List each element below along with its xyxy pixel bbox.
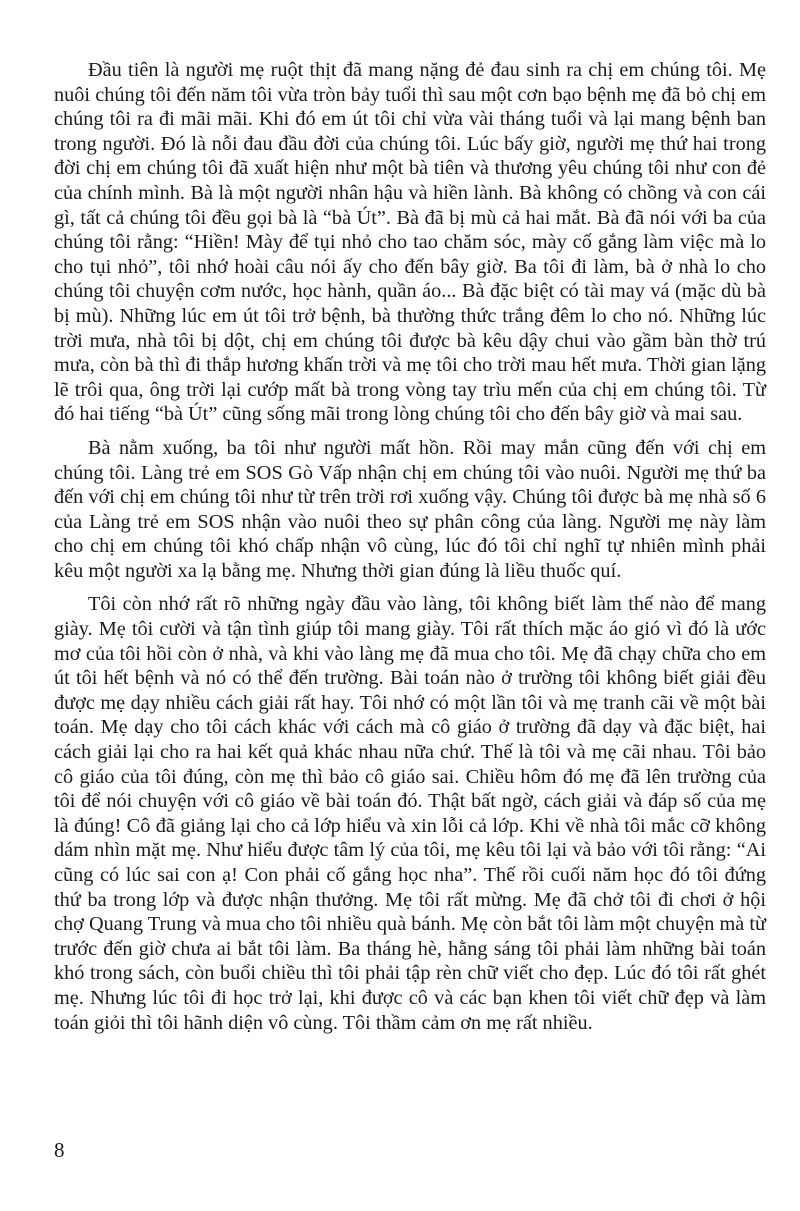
paragraph-1: Đầu tiên là người mẹ ruột thịt đã mang nặng đẻ đau sinh ra chị em chúng tôi. Mẹ nuôi chúng tôi đến năm tôi vừa tròn bảy tuổi thì sau một cơn bạo bệnh mẹ đã bỏ chị em chúng tôi ra đi mãi mãi. Khi đó em út tôi chỉ vừa vài tháng tuổi và lại mang bệnh ban trong người. Đó là nỗi đau đầu đời của chúng tôi. Lúc bấy giờ, người mẹ thứ hai trong đời chị em chúng tôi đã xuất hiện như một bà tiên và thương yêu chúng tôi như con đẻ của chính mình. Bà là một người nhân hậu và hiền lành. Bà không có chồng và con cái gì, tất cả chúng tôi đều gọi bà là “bà Út”. Bà đã bị mù cả hai mắt. Bà đã nói với ba của chúng tôi rằng: “Hiền! Mày để tụi nhỏ cho tao chăm sóc, mày cố gắng làm việc mà lo cho tụi nhỏ”, tôi nhớ hoài câu nói ấy cho đến bây giờ. Ba tôi đi làm, bà ở nhà lo cho chúng tôi chuyện cơm nước, học hành, quần áo... Bà đặc biệt có tài may vá (mặc dù bà bị mù). Những lúc em út tôi trở bệnh, bà thường thức trắng đêm lo cho nó. Những lúc trời mưa, nhà tôi bị dột, chị em chúng tôi được bà kêu dậy chui vào gầm bàn thờ trú mưa, còn bà thì đi thắp hương khấn trời và mẹ tôi cho trời mau hết mưa. Thời gian lặng lẽ trôi qua, ông trời lại cướp mất bà trong vòng tay trìu mến của chị em chúng tôi. Từ đó hai tiếng “bà Út” cũng sống mãi trong lòng chúng tôi cho đến bây giờ và mai sau. bbox=[54, 59, 766, 426]
paragraph-2: Bà nằm xuống, ba tôi như người mất hồn. Rồi may mắn cũng đến với chị em chúng tôi. Làng trẻ em SOS Gò Vấp nhận chị em chúng tôi vào nuôi. Người mẹ thứ ba đến với chị em chúng tôi như từ trên trời rơi xuống vậy. Chúng tôi được bà mẹ nhà số 6 của Làng trẻ em SOS nhận vào nuôi theo sự phân công của làng. Người mẹ này làm cho chị em chúng tôi khó chấp nhận vô cùng, lúc đó tôi chỉ nghĩ tự nhiên mình phải kêu một người xa lạ bằng mẹ. Nhưng thời gian đúng là liều thuốc quí. bbox=[54, 436, 766, 582]
body-text bbox=[54, 58, 766, 1044]
paragraph-3: Tôi còn nhớ rất rõ những ngày đầu vào làng, tôi không biết làm thế nào để mang giày. Mẹ tôi cười và tận tình giúp tôi mang giày. Tôi rất thích mặc áo gió vì đó là ước mơ của tôi hồi còn ở nhà, và khi vào làng mẹ đã mua cho tôi. Mẹ đã chạy chữa cho em út tôi hết bệnh và nó có thể đến trường. Bài toán nào ở trường tôi không biết giải đều được mẹ dạy nhiều cách giải rất hay. Tôi nhớ có một lần tôi và mẹ tranh cãi về một bài toán. Mẹ dạy cho tôi cách khác với cách mà cô giáo ở trường đã dạy và đặc biệt, hai cách giải lại cho ra hai kết quả khác nhau nữa chứ. Thế là tôi và mẹ cãi nhau. Tôi bảo cô giáo của tôi đúng, còn mẹ thì bảo cô giáo sai. Chiều hôm đó mẹ đã lên trường của tôi để nói chuyện với cô giáo về bài toán đó. Thật bất ngờ, cách giải và đáp số của mẹ là đúng! Cô đã giảng lại cho cả lớp hiểu và xin lỗi cả lớp. Khi về nhà tôi mắc cỡ không dám nhìn mặt mẹ. Như hiểu được tâm lý của tôi, mẹ kêu tôi lại và bảo với tôi rằng: “Ai cũng có lúc sai con ạ! Con phải cố gắng học nha”. Thế rồi cuối năm học đó tôi đứng thứ ba trong lớp và được nhận thưởng. Mẹ tôi rất mừng. Mẹ đã chở tôi đi chơi ở hội chợ Quang Trung và mua cho tôi nhiều quà bánh. Mẹ còn bắt tôi làm một chuyện mà từ trước đến giờ chưa ai bắt tôi làm. Ba tháng hè, hằng sáng tôi phải làm những bài toán khó trong sách, còn buổi chiều thì tôi phải tập rèn chữ viết cho đẹp. Lúc đó tôi rất ghét mẹ. Nhưng lúc tôi đi học trở lại, khi được cô và các bạn khen tôi viết chữ đẹp và làm toán giỏi thì tôi hãnh diện vô cùng. Tôi thầm cảm ơn mẹ rất nhiều. bbox=[54, 593, 766, 1034]
page-number: 8 bbox=[54, 1138, 65, 1162]
